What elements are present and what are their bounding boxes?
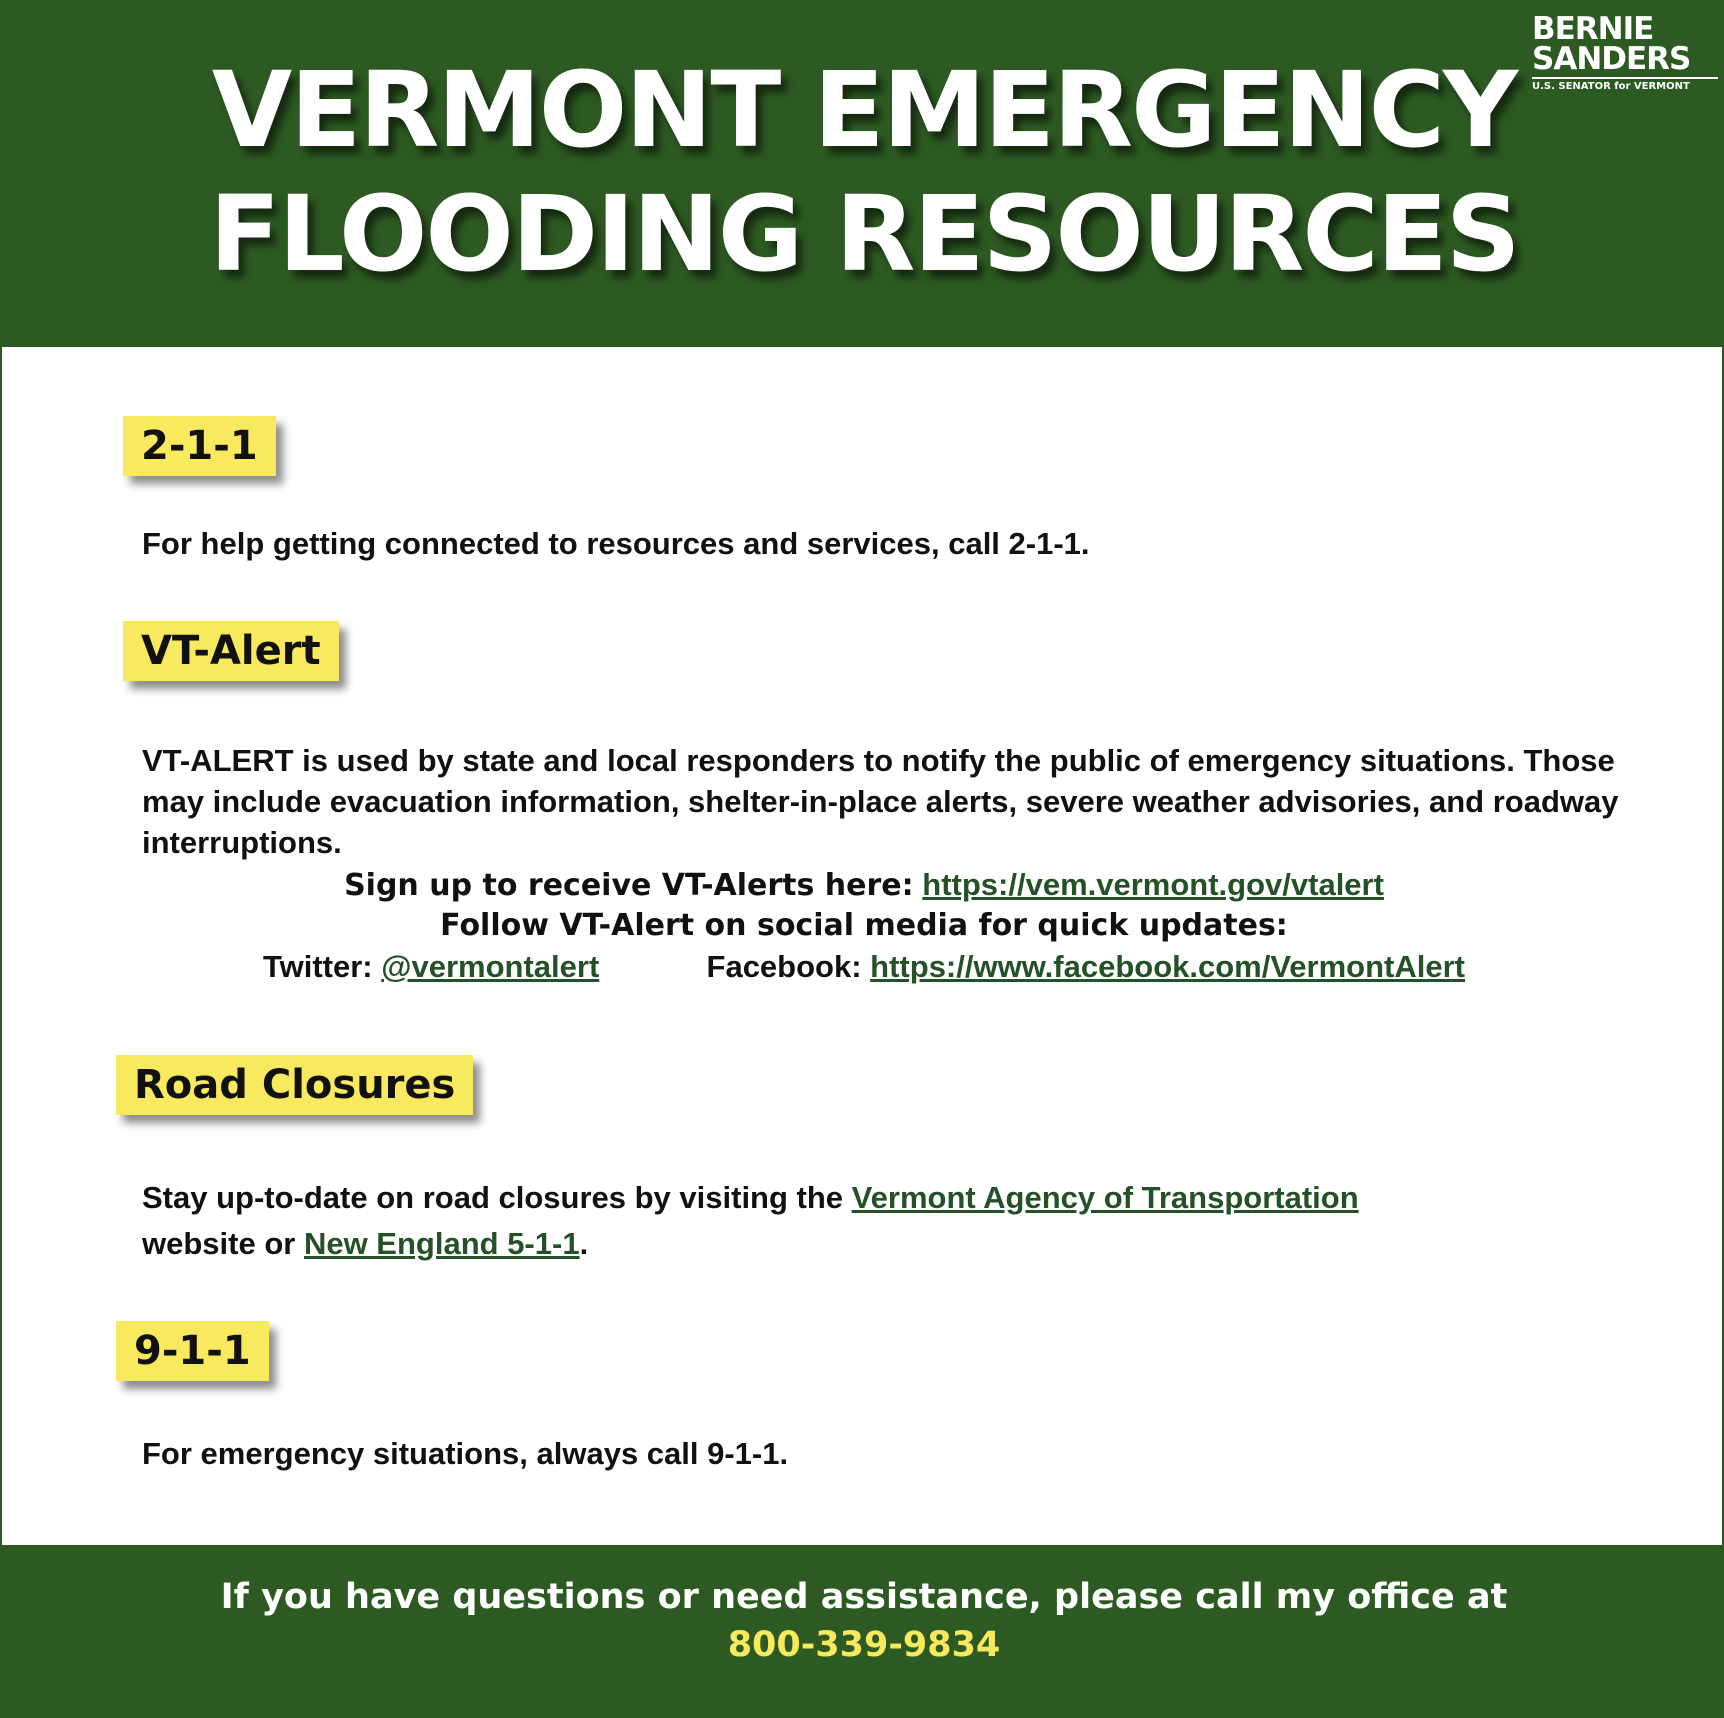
header-banner [2, 0, 1724, 347]
roads-text-after: . [579, 1226, 589, 1261]
tag-road-closures: Road Closures [116, 1055, 473, 1115]
footer-banner [2, 1545, 1724, 1718]
facebook-link[interactable]: https://www.facebook.com/VermontAlert [870, 949, 1465, 984]
signup-label: Sign up to receive VT-Alerts here: [344, 868, 914, 903]
tag-911: 9-1-1 [116, 1321, 269, 1381]
vt-alert-follow-line: Follow VT-Alert on social media for quick updates: [440, 908, 1288, 943]
tag-211: 2-1-1 [123, 416, 276, 476]
roads-text-before: Stay up-to-date on road closures by visiting the [142, 1180, 844, 1215]
new-england-511-link[interactable]: New England 5-1-1 [303, 1226, 580, 1261]
footer-contact [2, 1573, 1724, 1669]
logo-subtitle: U.S. SENATOR for VERMONT [1532, 77, 1718, 93]
title-line-1: VERMONT EMERGENCY [211, 49, 1517, 171]
logo-last-name: SANDERS [1532, 41, 1691, 77]
footer-message: If you have questions or need assistance, please call my office at [220, 1577, 1508, 1617]
facebook-label: Facebook: [706, 949, 862, 984]
roads-text-middle: website or [142, 1226, 296, 1261]
vt-alert-signup-line [2, 864, 1724, 906]
section-911-text: For emergency situations, always call 9-1-1. [142, 1436, 789, 1471]
page-title [2, 48, 1724, 296]
section-vt-alert-text: VT-ALERT is used by state and local responders to notify the public of emergency situations. Those may include evacuation information, shelter-in-place alerts, severe weather advisories, and roadway interruptions. [142, 743, 1619, 860]
section-211-text: For help getting connected to resources and services, call 2-1-1. [142, 526, 1090, 561]
senator-logo [1532, 11, 1718, 93]
twitter-label: Twitter: [262, 949, 373, 984]
tag-vt-alert: VT-Alert [123, 621, 339, 681]
title-line-2: FLOODING RESOURCES [209, 173, 1519, 295]
office-phone-number: 800-339-9834 [727, 1625, 1001, 1665]
twitter-link[interactable]: @vermontalert [381, 949, 600, 984]
vtrans-link[interactable]: Vermont Agency of Transportation [851, 1180, 1359, 1215]
logo-first-name: BERNIE [1532, 11, 1654, 47]
vt-alert-signup-link[interactable]: https://vem.vermont.gov/vtalert [922, 867, 1384, 902]
vt-alert-social-line [2, 946, 1724, 987]
section-road-closures-text [142, 1175, 1622, 1267]
